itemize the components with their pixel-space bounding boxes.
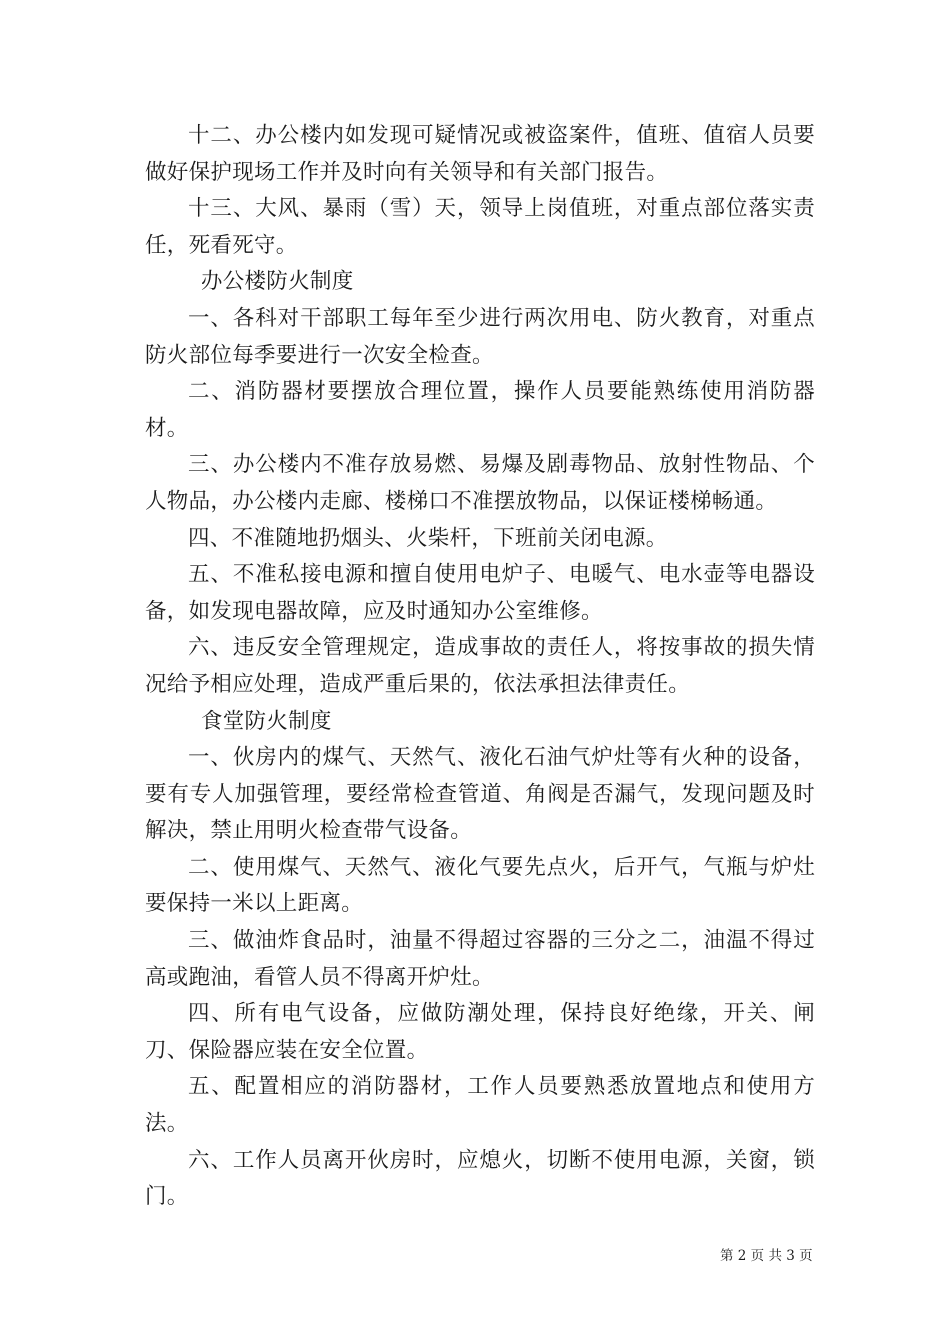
document-body [145,118,815,1216]
section-heading-canteen-fire: 食堂防火制度 [200,708,332,734]
paragraph-canteen-fire-2: 二、使用煤气、天然气、液化气要先点火，后开气，气瓶与炉灶要保持一米以上距离。 [145,854,815,917]
paragraph-office-fire-3: 三、办公楼内不准存放易燃、易爆及剧毒物品、放射性物品、个人物品，办公楼内走廊、楼梯口不准摆放物品，以保证楼梯畅通。 [145,452,815,514]
paragraph-office-fire-1: 一、各科对干部职工每年至少进行两次用电、防火教育，对重点防火部位每季要进行一次安全检查。 [145,305,815,368]
section-heading-office-fire: 办公楼防火制度 [200,269,354,295]
paragraph-office-fire-4: 四、不准随地扔烟头、火柴杆，下班前关闭电源。 [188,525,668,551]
paragraph-office-fire-6: 六、违反安全管理规定，造成事故的责任人，将按事故的损失情况给予相应处理，造成严重后果的，依法承担法律责任。 [145,635,815,697]
paragraph-canteen-fire-5: 五、配置相应的消防器材，工作人员要熟悉放置地点和使用方法。 [145,1074,815,1137]
paragraph-canteen-fire-3: 三、做油炸食品时，油量不得超过容器的三分之二，油温不得过高或跑油，看管人员不得离开炉灶。 [145,928,815,990]
paragraph-canteen-fire-6: 六、工作人员离开伙房时，应熄火，切断不使用电源，关窗，锁门。 [145,1147,815,1210]
page-number-footer: 第 2 页 共 3 页 [720,1248,813,1264]
paragraph-canteen-fire-4: 四、所有电气设备，应做防潮处理，保持良好绝缘，开关、闸刀、保险器应装在安全位置。 [145,1001,815,1063]
paragraph-canteen-fire-1: 一、伙房内的煤气、天然气、液化石油气炉灶等有火种的设备，要有专人加强管理，要经常检查管道、角阀是否漏气，发现问题及时解决，禁止用明火检查带气设备。 [145,745,815,844]
paragraph-clause-12: 十二、办公楼内如发现可疑情况或被盗案件，值班、值宿人员要做好保护现场工作并及时向有关领导和有关部门报告。 [145,123,815,185]
paragraph-office-fire-2: 二、消防器材要摆放合理位置，操作人员要能熟练使用消防器材。 [145,379,815,441]
paragraph-office-fire-5: 五、不准私接电源和擅自使用电炉子、电暖气、电水壶等电器设备，如发现电器故障，应及时通知办公室维修。 [145,562,815,624]
paragraph-clause-13: 十三、大风、暴雨（雪）天，领导上岗值班，对重点部位落实责任，死看死守。 [145,196,815,258]
